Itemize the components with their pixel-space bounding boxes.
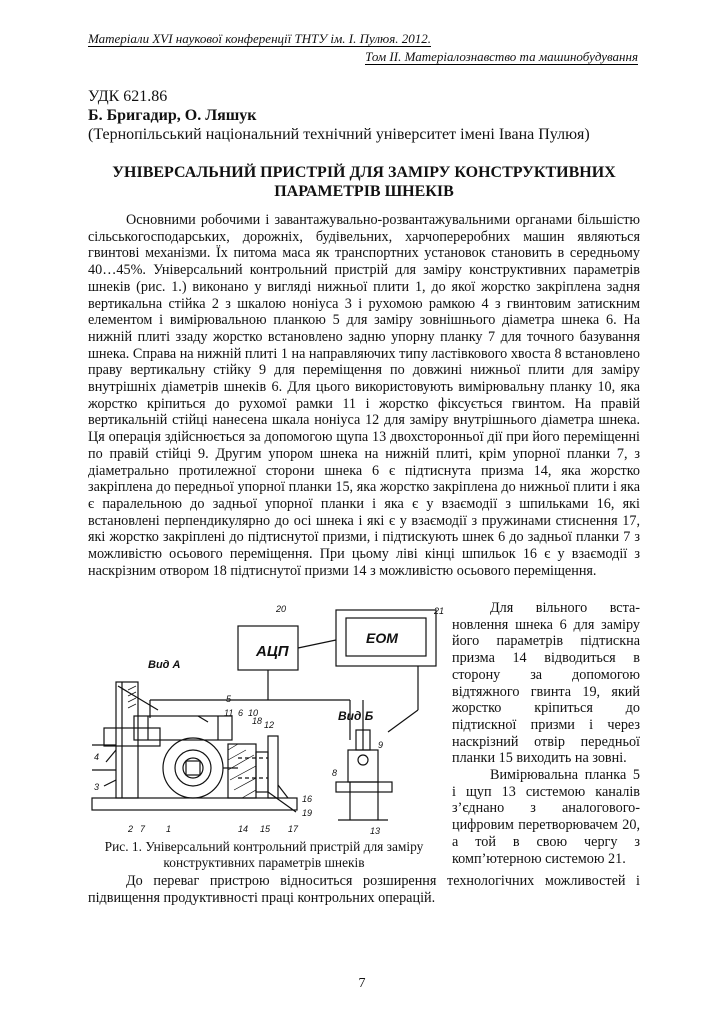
moving-frame xyxy=(104,728,160,746)
adc-label: АЦП xyxy=(256,643,289,660)
callout-15: 15 xyxy=(260,824,271,834)
callout-20: 20 xyxy=(276,604,287,614)
paper-title: УНІВЕРСАЛЬНИЙ ПРИСТРІЙ ДЛЯ ЗАМІРУ КОНСТРУКТИВНИХ ПАРАМЕТРІВ ШНЕКІВ xyxy=(112,164,616,200)
figure-device-schematic xyxy=(88,600,445,840)
callout-2: 2 xyxy=(128,824,134,834)
callout-10: 10 xyxy=(248,708,259,718)
callout-4: 4 xyxy=(94,752,100,762)
page-number: 7 xyxy=(358,976,366,991)
callout-18: 18 xyxy=(252,716,263,726)
view-b-label: Вид Б xyxy=(338,709,374,723)
base-plate xyxy=(92,798,297,810)
callout-16: 16 xyxy=(302,794,313,804)
callout-17: 17 xyxy=(288,824,299,834)
figure-caption: Рис. 1. Універсальний контрольний пристрій для заміру конструктивних параметрів шнеків xyxy=(104,839,424,870)
callout-7: 7 xyxy=(140,824,146,834)
running-header-volume: Том ІІ. Матеріалознавство та машинобудування xyxy=(365,49,638,64)
callout-5: 5 xyxy=(226,694,232,704)
callout-8: 8 xyxy=(332,768,338,778)
side-paragraph: Для вільного вста-новлення шнека 6 для заміру його параметрів підтискна призма 14 відводиться в сторону за допомогою відтяжного гвинта 19, який жорстко кріпиться до підтискної призми і через наскрізний отвір передньої планки 15 виходить на зовні. xyxy=(452,600,640,767)
device-schematic-drawing xyxy=(88,600,445,840)
callout-12: 12 xyxy=(264,720,275,730)
view-a-label: Вид А xyxy=(148,659,181,671)
side-paragraph: Вимірювальна планка 5 і щуп 13 системою каналів з’єднано з аналогового-цифровим перетворювачем 20, а той в свою чергу з комп’ютерною системою 21. xyxy=(452,767,640,867)
callout-11: 11 xyxy=(224,708,234,718)
closing-paragraph: До переваг пристрою відноситься розширення технологічних можливостей і підвищення продуктивності праці контрольних операцій. xyxy=(88,873,640,906)
callout-19: 19 xyxy=(302,808,313,818)
callout-3: 3 xyxy=(94,782,100,792)
auger-outer xyxy=(163,738,223,798)
running-header-conference: Матеріали XVI наукової конференції ТНТУ ім. І. Пулюя. 2012. xyxy=(88,31,432,46)
computer-label: ЕОМ xyxy=(366,630,398,646)
callout-21: 21 xyxy=(434,606,445,616)
side-column-text xyxy=(452,600,640,867)
callout-1: 1 xyxy=(166,824,172,834)
body-paragraph: Основними робочими і завантажувально-розвантажувальними органами більшістю сільськогосподарських, дорожніх, будівельних, харчопереробних машин являються гвинтові механізми. Їх питома маса як транспортних установок становить в середньому 40…45%. Універсальний контрольний пристрій для заміру конструктивних параметрів шнеків (рис. 1.) виконано у вигляді нижньої плити 1, до якої жорстко закріплена задня вертикальна стійка 2 з шкалою ноніуса 3 і рухомою рамкою 4 з гвинтовим затискним елементом і вимірювальною планкою 5 для заміру зовнішнього діаметра шнека 6. На нижній плиті ззаду жорстко встановлено задню упорну планку 7 для точного базування шнека. Справа на нижній плиті 1 на направляючих типу ластівкового хвоста 8 встановлено праву вертикальну стійку 9 для переміщення по довжині нижньої плити для заміру внутрішніх діаметрів шнеків 6. Для цього використовують вимірювальну планку 10, яка жорстко кріпиться до рухомої рамки 11 і жорстко фіксується гвинтом. На правій вертикальній стійці нанесена шкала ноніуса 12 для заміру внутрішнього діаметра шнека. Ця операція здійснюється за допомогою щупа 13 двохсторонньої дії при його переміщенні по правій стійці 9. Другим упором шнека на нижній плиті, крім упорної планки 7, з діаметрально протилежної сторони шнека 6 є підтиснута призма 14, яка жорстко закріплена до передньої упорної планки 15, яка жорстко закріплена до нижньої плити і яка є паралельною до задньої упорної планки і яка є у взаємодії з шпильками 16, які встановлені перпендикулярно до осі шнека і які є у взаємодії з пружинами стиснення 17, які жорстко закріплені до підтиснутої призми, і підтискують шнек 6 до задньої планки 7 з можливістю осьового переміщення. При цьому ліві кінці шпильок 16 є у взаємодії з наскрізним отвором 18 підтиснутої призми 14 з можливістю осьового переміщення. xyxy=(88,212,640,579)
udk-code: УДК 621.86 xyxy=(88,88,168,105)
callout-6: 6 xyxy=(238,708,244,718)
affiliation: (Тернопільський національний технічний університет імені Івана Пулюя) xyxy=(88,126,590,143)
callout-13: 13 xyxy=(370,826,381,836)
callout-9: 9 xyxy=(378,740,384,750)
authors: Б. Бригадир, О. Ляшук xyxy=(88,107,257,124)
callout-14: 14 xyxy=(238,824,249,834)
